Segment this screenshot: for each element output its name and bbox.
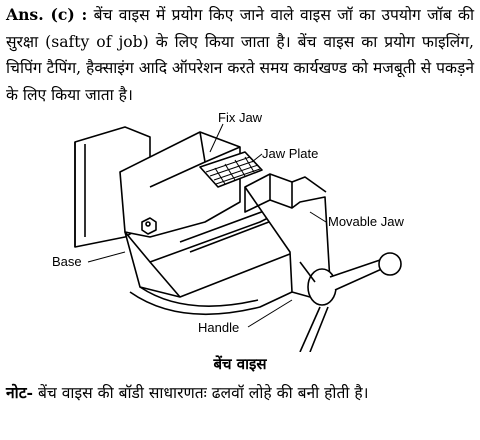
bench-vise-illustration <box>30 112 450 352</box>
answer-text: बेंच वाइस में प्रयोग किए जाने वाले वाइस जॉ का उपयोग जॉब की सुरक्षा (safty of job) के लिए किया जाता है। बेंच वाइस का प्रयोग फाइलिंग, चिपिंग टैपिंग, हैक्साइंग आदि ऑपरेशन करते समय कार्यखण्ड को मजबूती से पकड़ने के लिए किया जाता है। <box>6 6 474 104</box>
movable-jaw-label: Movable Jaw <box>328 214 404 229</box>
answer-label: Ans. (c) : <box>6 5 88 24</box>
note-label: नोट- <box>6 383 34 402</box>
jaw-plate-label: Jaw Plate <box>262 146 319 161</box>
figure-caption: बेंच वाइस <box>213 355 267 373</box>
base-label: Base <box>52 254 82 269</box>
handle-label: Handle <box>198 320 240 335</box>
note-text: बेंच वाइस की बॉडी साधारणतः ढलवॉ लोहे की बनी होती है। <box>38 384 369 402</box>
answer-paragraph <box>6 2 474 108</box>
fix-jaw-label: Fix Jaw <box>218 112 263 125</box>
bench-vise-figure <box>30 112 450 352</box>
note-paragraph <box>6 380 474 406</box>
